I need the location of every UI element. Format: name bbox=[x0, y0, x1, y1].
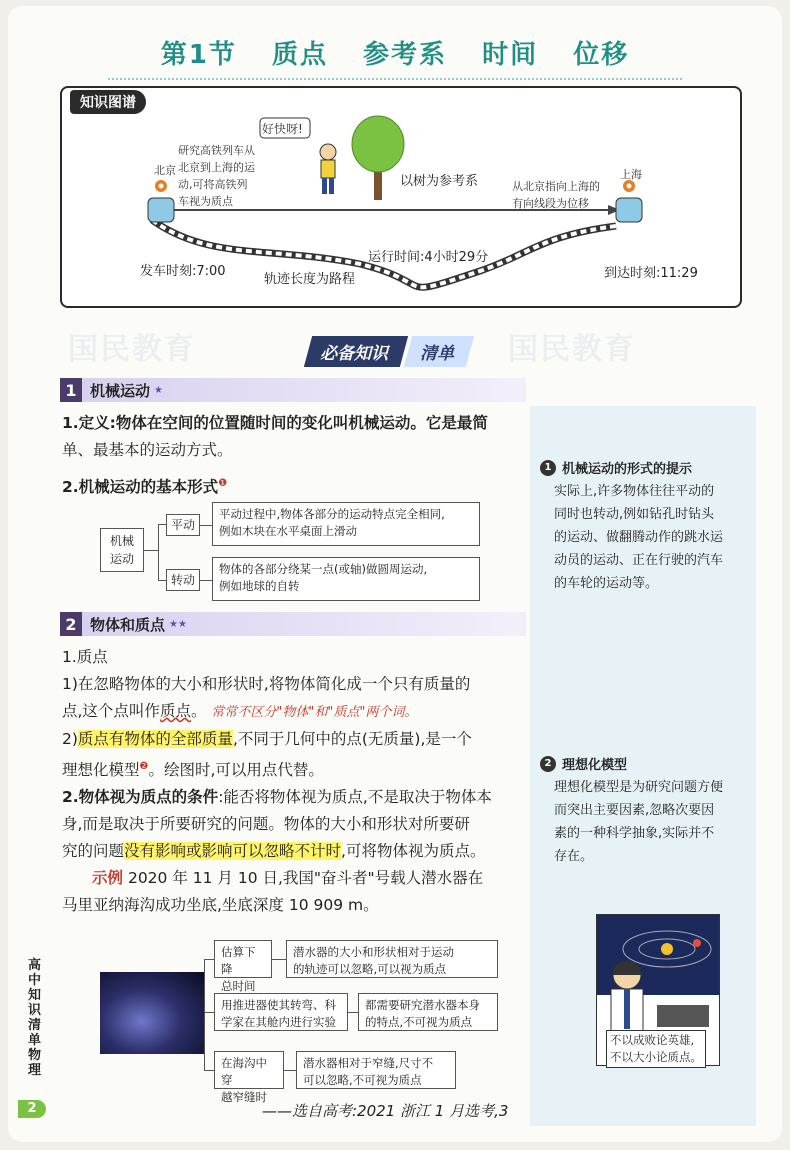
desc-line: 例如木块在水平桌面上滑动 bbox=[219, 524, 357, 538]
highlighted-text: 没有影响或影响可以忽略不计时 bbox=[124, 842, 342, 861]
section-2-text bbox=[62, 644, 530, 919]
title-part: 时间 bbox=[482, 40, 539, 70]
scenario-line: 在海沟中穿 bbox=[221, 1056, 267, 1087]
banner-right: 清单 bbox=[404, 336, 474, 367]
title-part: 质点 bbox=[271, 40, 328, 70]
map-note-left bbox=[178, 142, 255, 210]
footnote-mark: ❷ bbox=[139, 761, 149, 772]
section-1-heading bbox=[60, 378, 526, 402]
reference-frame-label: 以树为参考系 bbox=[400, 174, 479, 189]
caption-line: 不以大小论质点。 bbox=[610, 1050, 702, 1064]
note-line: 存在。 bbox=[554, 849, 594, 864]
cartoon-caption bbox=[606, 1030, 706, 1068]
title-part: 第1节 bbox=[160, 40, 237, 70]
track-label: 轨迹长度为路程 bbox=[264, 272, 356, 287]
tree-line bbox=[200, 580, 212, 581]
note-line: 动,可将高铁列 bbox=[178, 178, 248, 191]
section-number: 1 bbox=[60, 378, 82, 402]
tree-line bbox=[200, 525, 212, 526]
text-span: 2020 年 11 月 10 日,我国"奋斗者"号载人潜水器在 bbox=[127, 869, 484, 888]
map-note-right bbox=[512, 178, 600, 212]
submersible-photo bbox=[100, 972, 204, 1054]
note-line: 有向线段为位移 bbox=[512, 197, 589, 210]
watermark: 国民教育 bbox=[68, 332, 196, 367]
text-span: ,不同于几何中的点(无质量),是一个 bbox=[232, 730, 472, 748]
text-span: 理想化模型 bbox=[62, 761, 140, 780]
rotation-box: 转动 bbox=[166, 569, 200, 591]
tree-line bbox=[284, 1070, 296, 1071]
scenario-box-1 bbox=[214, 940, 272, 993]
scenario-line: 总时间 bbox=[221, 979, 256, 993]
note-line: 理想化模型是为研究问题方便 bbox=[554, 780, 724, 795]
title-part: 位移 bbox=[573, 40, 630, 70]
answer-line: 潜水器相对于窄缝,尺寸不 bbox=[303, 1056, 434, 1070]
forms-heading: 2.机械运动的基本形式 bbox=[62, 478, 219, 497]
text-span: 。 bbox=[190, 702, 207, 720]
knowledge-map-label: 知识图谱 bbox=[70, 90, 146, 114]
note-line: 的车轮的运动等。 bbox=[554, 576, 659, 591]
text-span: :能否将物体视为质点,不是取决于物体本 bbox=[218, 788, 492, 807]
translation-description bbox=[212, 502, 480, 546]
text-span: 2.物体视为质点的条件 bbox=[62, 788, 219, 807]
run-time-label: 运行时间:4小时29分 bbox=[368, 250, 489, 265]
star-icon: ★ bbox=[154, 384, 163, 396]
scenario-line: 用推进器使其转弯、科 bbox=[221, 998, 336, 1012]
answer-box-2 bbox=[358, 993, 498, 1031]
note-title: 机械运动的形式的提示 bbox=[562, 462, 693, 477]
handwritten-note: 常常不区分"物体"和"质点"两个词。 bbox=[211, 705, 418, 720]
text-line: 马里亚纳海沟成功坐底,坐底深度 10 909 m。 bbox=[62, 896, 379, 915]
scenario-line: 估算下降 bbox=[221, 945, 256, 976]
note-title: 理想化模型 bbox=[562, 758, 628, 773]
answer-line: 潜水器的大小和形状相对于运动 bbox=[293, 945, 454, 959]
mechanical-motion-box bbox=[100, 528, 144, 572]
title-divider bbox=[108, 78, 682, 80]
tree-line bbox=[158, 580, 166, 581]
rotation-description bbox=[212, 557, 480, 601]
sidebar-note-1 bbox=[554, 480, 754, 595]
banner-left: 必备知识 bbox=[304, 336, 408, 367]
watermark: 国民教育 bbox=[508, 332, 636, 367]
sidebar-heading-2 bbox=[540, 754, 627, 773]
tree-line bbox=[144, 550, 158, 551]
title-part: 参考系 bbox=[363, 40, 448, 70]
tree-line bbox=[204, 959, 214, 960]
example-label: 示例 bbox=[92, 869, 124, 888]
answer-box-1 bbox=[286, 940, 498, 978]
translation-box: 平动 bbox=[166, 514, 200, 536]
desc-line: 例如地球的自转 bbox=[219, 579, 300, 593]
section-banner bbox=[308, 336, 470, 366]
text-span: 点,这个点叫作 bbox=[62, 702, 160, 720]
footnote-mark: ❶ bbox=[218, 478, 228, 489]
shanghai-label: 上海 bbox=[620, 168, 642, 181]
note-number: 1 bbox=[540, 460, 556, 476]
definition-line: 单、最基本的运动方式。 bbox=[62, 441, 233, 459]
page-title bbox=[8, 34, 782, 71]
arrive-label: 到达时刻:11:29 bbox=[604, 266, 698, 281]
source-citation: ——选自高考:2021 浙江 1 月选考,3 bbox=[262, 1102, 509, 1120]
text-span: ,可将物体视为质点。 bbox=[341, 842, 486, 861]
text-span: 究的问题 bbox=[62, 842, 125, 861]
book-spine-label: 高中知识清单物理 bbox=[28, 958, 42, 1078]
note-line: 车视为质点 bbox=[178, 195, 233, 208]
answer-line: 的特点,不可视为质点 bbox=[365, 1015, 473, 1029]
beijing-label: 北京 bbox=[154, 164, 176, 177]
scenario-line: 越窄缝时 bbox=[221, 1090, 267, 1104]
note-line: 的运动、做翻腾动作的跳水运 bbox=[554, 530, 724, 545]
page bbox=[8, 6, 782, 1142]
scenario-line: 学家在其舱内进行实验 bbox=[221, 1015, 336, 1029]
scenario-box-3 bbox=[214, 1051, 284, 1104]
caption-line: 不以成败论英雄, bbox=[610, 1033, 695, 1047]
note-line: 动员的运动、正在行驶的汽车 bbox=[554, 553, 724, 568]
tree-line bbox=[158, 524, 166, 525]
answer-box-3 bbox=[296, 1051, 456, 1089]
tree-line bbox=[158, 524, 159, 580]
section-2-heading bbox=[60, 612, 526, 636]
tree-line bbox=[272, 959, 286, 960]
text-span: 。绘图时,可以用点代替。 bbox=[148, 761, 324, 780]
scenario-box-2 bbox=[214, 993, 348, 1031]
section-title: 机械运动 bbox=[90, 381, 151, 400]
tree-line bbox=[348, 1012, 358, 1013]
note-line: 北京到上海的运 bbox=[178, 161, 255, 174]
sidebar-note-2 bbox=[554, 776, 754, 868]
tree-line bbox=[204, 1070, 214, 1071]
text-line: 1.质点 bbox=[62, 648, 108, 666]
section-number: 2 bbox=[60, 612, 82, 636]
text-span: 2) bbox=[62, 730, 78, 748]
answer-line: 的轨迹可以忽略,可以视为质点 bbox=[293, 962, 447, 976]
note-number: 2 bbox=[540, 756, 556, 772]
answer-line: 可以忽略,不可视为质点 bbox=[303, 1073, 422, 1087]
sidebar-heading-1 bbox=[540, 458, 692, 477]
note-line: 同时也转动,例如钻孔时钻头 bbox=[554, 507, 715, 522]
speech-bubble: 好快呀! bbox=[262, 122, 303, 136]
page-number: 2 bbox=[18, 1100, 46, 1118]
note-line: 实际上,许多物体往往平动的 bbox=[554, 484, 715, 499]
note-line: 从北京指向上海的 bbox=[512, 180, 600, 193]
star-icon: ★★ bbox=[169, 618, 187, 630]
highlighted-text: 质点有物体的全部质量 bbox=[77, 730, 233, 748]
section-title: 物体和质点 bbox=[90, 615, 166, 634]
definition-line: 1.定义:物体在空间的位置随时间的变化叫机械运动。它是最简 bbox=[62, 414, 488, 432]
text-line: 身,而是取决于所要研究的问题。物体的大小和形状对所要研 bbox=[62, 815, 470, 834]
tree-line bbox=[204, 959, 205, 1071]
text-line: 1)在忽略物体的大小和形状时,将物体简化成一个只有质量的 bbox=[62, 675, 471, 693]
note-line: 素的一种科学抽象,实际并不 bbox=[554, 826, 715, 841]
tree-line bbox=[204, 1012, 214, 1013]
note-line: 研究高铁列车从 bbox=[178, 144, 255, 157]
note-line: 而突出主要因素,忽略次要因 bbox=[554, 803, 715, 818]
definition-text bbox=[62, 410, 530, 501]
root-line: 机械 bbox=[109, 534, 134, 548]
desc-line: 平动过程中,物体各部分的运动特点完全相同, bbox=[219, 507, 445, 521]
root-line: 运动 bbox=[109, 552, 134, 566]
answer-line: 都需要研究潜水器本身 bbox=[365, 998, 480, 1012]
desc-line: 物体的各部分绕某一点(或轴)做圆周运动, bbox=[219, 562, 428, 576]
depart-label: 发车时刻:7:00 bbox=[140, 264, 226, 279]
text-span: 质点 bbox=[159, 702, 191, 720]
